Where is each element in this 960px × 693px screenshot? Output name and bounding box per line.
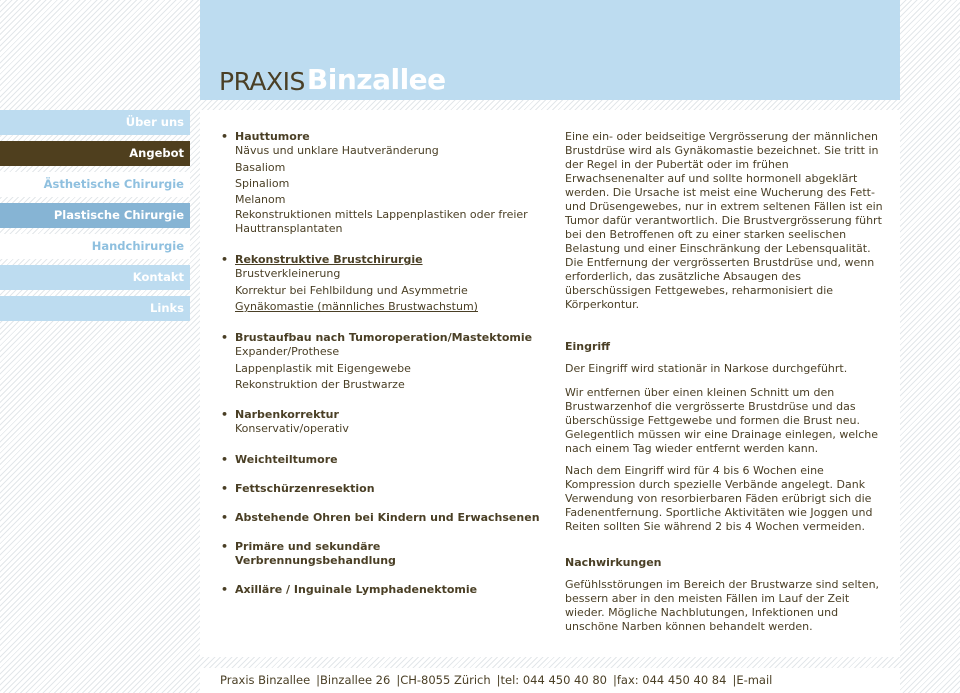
service-subitem: Rekonstruktion der Brustwarze [235,378,405,391]
intro-paragraph: Eine ein- oder beidseitige Vergrösserung der männlichen Brustdrüse wird als Gynäkomastie bezeichnet. Sie tritt in der Regel in der Pubertät oder im frühen Erwachsenenalter auf und sollte hormonell abgeklärt werden. Die Ursache ist meist eine Wucherung des Fett- und Drüsengewebes, nur in extrem seltenen Fällen ist ein Tumor dafür verantwortlich. Die Brustvergrösserung führt bei den Betroffenen oft zu einer starken seelischen Belastung und einer Einschränkung der Lebensqualität. Die Entfernung der vergrösserten Brustdrüse und, wenn erforderlich, das zusätzliche Absaugen des überschüssigen Fettgewebes, reharmonisiert die Körperkontur. [565,130,883,311]
bullet-icon: • [221,540,229,553]
footer-email-link[interactable]: E-mail [736,673,773,687]
bullet-icon: • [221,482,229,495]
section-heading-nachwirkungen: Nachwirkungen [565,556,662,569]
service-subitem: Spinaliom [235,177,290,190]
sidebar-nav [0,110,190,327]
footer-separator: | [496,673,501,687]
list-item [221,540,541,568]
footer-name: Praxis Binzallee [220,673,311,687]
service-subitem: Konservativ/operativ [235,422,349,435]
service-title: Brustaufbau nach Tumoroperation/Mastektomie [235,331,533,344]
bullet-icon: • [221,331,229,344]
nav-item-kontakt[interactable]: Kontakt [0,265,190,290]
footer-fax: fax: 044 450 40 84 [616,673,727,687]
service-subitem-link[interactable]: Gynäkomastie (männliches Brustwachstum) [235,300,478,313]
list-item [221,511,541,525]
article [565,130,885,642]
bullet-icon: • [221,253,229,266]
service-subitem: Brustverkleinerung [235,267,341,280]
service-title: Weichteiltumore [235,453,338,466]
paragraph: Gefühlsstörungen im Bereich der Brustwarze sind selten, bessern aber in den meisten Fällen im Lauf der Zeit wieder. Mögliche Nachblutungen, Infektionen und unschöne Narben können behandelt werden. [565,578,880,633]
service-subitem: Lappenplastik mit Eigengewebe [235,362,411,375]
service-subitem: Expander/Prothese [235,345,340,358]
list-item [221,583,541,597]
nav-item-links[interactable]: Links [0,296,190,321]
list-item [221,253,541,315]
site-header [200,0,900,100]
bullet-icon: • [221,408,229,421]
list-item [221,453,541,467]
paragraph: Wir entfernen über einen kleinen Schnitt um den Brustwarzenhof die vergrösserte Brustdrüse und das überschüssige Fettgewebe und formen die Brust neu. Gelegentlich müssen wir eine Drainage einlegen, welche nach einem Tag wieder entfernt werden kann. [565,386,878,455]
nav-item-angebot[interactable]: Angebot [0,141,190,166]
footer-separator: | [396,673,401,687]
logo[interactable] [219,64,446,94]
list-item [221,408,541,436]
footer-street: Binzallee 26 [320,673,391,687]
footer-city: CH-8055 Zürich [400,673,491,687]
service-subitem: Nävus und unklare Hautveränderung [235,144,439,157]
list-item [221,130,541,236]
nav-item-handchirurgie[interactable]: Handchirurgie [0,234,190,259]
logo-binzallee-text: Binzallee [306,63,446,96]
nav-item-plastische-chirurgie[interactable]: Plastische Chirurgie [0,203,190,228]
footer-separator: | [732,673,737,687]
service-title: Primäre und sekundäre Verbrennungsbehandlung [235,540,396,567]
main-content [200,110,900,657]
service-title: Hauttumore [235,130,310,143]
service-title-link[interactable]: Rekonstruktive Brustchirurgie [235,253,423,266]
nav-item-aesthetische-chirurgie[interactable]: Ästhetische Chirurgie [0,172,190,197]
bullet-icon: • [221,511,229,524]
service-title: Narbenkorrektur [235,408,339,421]
bullet-icon: • [221,453,229,466]
footer-separator: | [612,673,617,687]
service-subitem: Rekonstruktionen mittels Lappenplastiken oder freier Hauttransplantaten [235,208,528,235]
list-item [221,331,541,393]
footer-tel: tel: 044 450 40 80 [500,673,607,687]
site-footer [200,668,900,693]
services-list [221,130,541,609]
service-title: Axilläre / Inguinale Lymphadenektomie [235,583,478,596]
list-item [221,482,541,496]
paragraph: Der Eingriff wird stationär in Narkose durchgeführt. [565,362,848,375]
footer-separator: | [316,673,321,687]
bullet-icon: • [221,583,229,596]
section-heading-eingriff: Eingriff [565,340,611,353]
service-title: Abstehende Ohren bei Kindern und Erwachsenen [235,511,540,524]
bullet-icon: • [221,130,229,143]
logo-praxis-text: PRAXIS [219,67,305,96]
nav-item-ueber-uns[interactable]: Über uns [0,110,190,135]
service-subitem: Basaliom [235,161,286,174]
service-subitem: Korrektur bei Fehlbildung und Asymmetrie [235,284,468,297]
service-title: Fettschürzenresektion [235,482,375,495]
paragraph: Nach dem Eingriff wird für 4 bis 6 Wochen eine Kompression durch spezielle Verbände angelegt. Dank Verwendung von resorbierbaren Fäden erübrigt sich die Fadenentfernung. Sportliche Aktivitäten wie Joggen und Reiten sollten Sie während 2 bis 4 Wochen vermeiden. [565,464,873,533]
service-subitem: Melanom [235,193,286,206]
